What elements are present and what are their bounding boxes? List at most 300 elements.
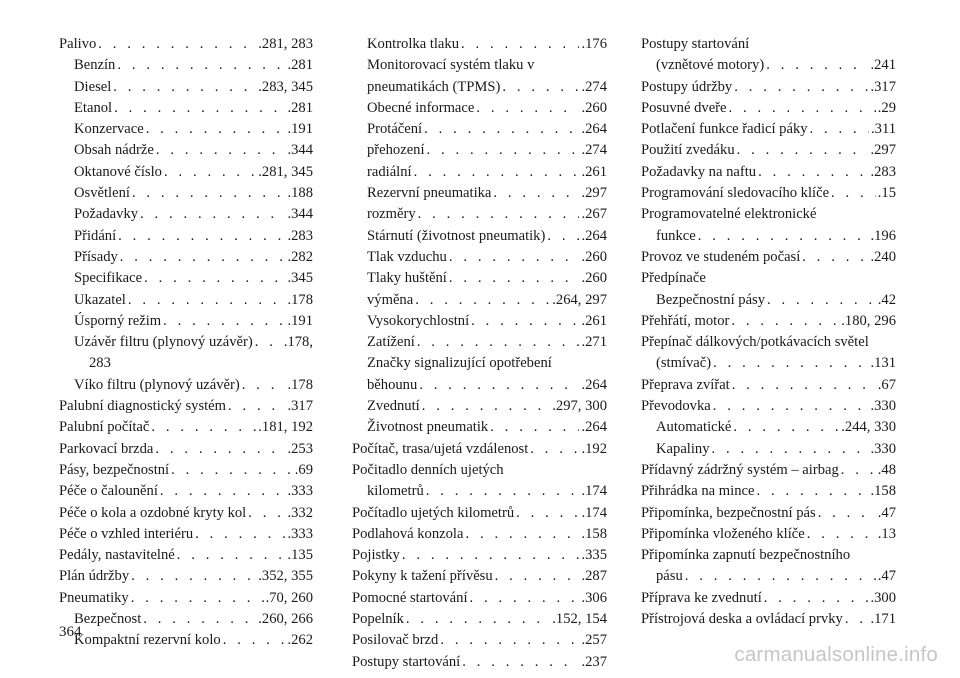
dot-leader	[449, 247, 580, 268]
dot-leader	[427, 140, 580, 161]
index-entry-line	[641, 396, 896, 417]
index-entry-line	[59, 503, 313, 524]
index-page-ref: .260	[581, 248, 607, 265]
index-entry-line	[641, 247, 896, 268]
index-term: Postupy startování	[641, 36, 750, 52]
dot-leader	[476, 98, 579, 119]
index-term: Specifikace	[74, 270, 143, 287]
index-page-ref: .264	[581, 419, 607, 436]
index-page-ref: .69	[294, 461, 313, 478]
index-page-ref: .15	[877, 185, 896, 202]
index-subentry	[352, 183, 607, 204]
index-subentry	[641, 290, 896, 311]
index-term: Kapaliny	[656, 440, 710, 457]
dot-leader	[461, 34, 579, 55]
dot-leader	[402, 545, 580, 566]
index-subentry	[641, 226, 896, 247]
index-term: Zatížení	[367, 334, 415, 351]
index-page-ref: .311	[871, 121, 896, 138]
index-page-ref: .297	[581, 185, 607, 202]
index-term: Přístrojová deska a ovládací prvky	[641, 611, 843, 628]
index-subentry	[59, 630, 313, 651]
index-entry-line	[59, 460, 313, 481]
index-entry-line	[656, 566, 896, 587]
dot-leader	[426, 481, 580, 502]
dot-leader	[502, 77, 579, 98]
index-page-ref: .191	[287, 121, 313, 138]
index-page-ref: .188	[287, 185, 313, 202]
dot-leader	[146, 119, 286, 140]
index-term: Požadavky	[74, 206, 139, 223]
index-entry-line	[74, 375, 313, 396]
index-page-ref: .344	[287, 142, 313, 159]
dot-leader	[120, 247, 286, 268]
dot-leader	[807, 524, 876, 545]
index-subentry	[352, 375, 607, 396]
dot-leader	[756, 481, 868, 502]
watermark: carmanualsonline.info	[734, 643, 938, 666]
index-page-ref: .135	[287, 547, 313, 564]
dot-leader	[698, 226, 869, 247]
dot-leader	[419, 375, 579, 396]
dot-leader	[516, 503, 579, 524]
index-term: Obsah nádrže	[74, 142, 154, 159]
index-entry-line	[641, 332, 896, 353]
index-entry	[59, 545, 313, 566]
index-term: (vznětové motory)	[656, 57, 765, 74]
page-number: 364	[59, 624, 82, 640]
index-entry	[641, 545, 896, 566]
index-term: Počítač, trasa/ujetá vzdálenost	[352, 440, 529, 457]
index-page-ref: .283, 345	[258, 78, 313, 95]
index-page-ref: .180, 296	[841, 312, 896, 329]
index-entry-line	[59, 566, 313, 587]
index-entry	[641, 204, 896, 225]
index-subentry	[59, 162, 313, 183]
index-entry-line	[641, 204, 896, 225]
index-term: rozměry	[367, 206, 416, 223]
index-page-ref: .29	[877, 99, 896, 116]
index-term: Palivo	[59, 36, 97, 52]
index-entry-line	[74, 311, 313, 332]
index-entry-line	[352, 503, 607, 524]
index-page-ref: .287	[581, 568, 607, 585]
dot-leader	[831, 183, 876, 204]
index-term: Posuvné dveře	[641, 99, 727, 116]
index-term: běhounu	[367, 376, 418, 393]
index-page-ref: .283	[287, 227, 313, 244]
index-subentry	[352, 34, 607, 55]
index-entry-line	[74, 247, 313, 268]
index-page-ref: .176	[581, 36, 607, 52]
index-entry-line	[641, 524, 896, 545]
index-entry-line	[352, 460, 607, 481]
index-entry-line	[367, 204, 607, 225]
dot-leader	[818, 503, 876, 524]
index-page-ref: .181, 192	[258, 419, 313, 436]
dot-leader	[490, 417, 579, 438]
dot-leader	[802, 247, 868, 268]
index-entry-line	[367, 55, 607, 76]
index-subentry	[59, 140, 313, 161]
index-entry-line	[74, 162, 313, 183]
index-page-ref: .267	[581, 206, 607, 223]
index-term: Postupy údržby	[641, 78, 733, 95]
index-page-ref: .281	[287, 57, 313, 74]
index-entry-line	[641, 545, 896, 566]
index-subentry	[352, 162, 607, 183]
index-page-ref: .274	[581, 78, 607, 95]
index-term: Značky signalizující opotřebení	[367, 355, 552, 372]
dot-leader	[163, 311, 285, 332]
index-subentry	[352, 247, 607, 268]
dot-leader	[530, 439, 579, 460]
dot-leader	[144, 268, 285, 289]
index-page-ref: .253	[287, 440, 313, 457]
index-entry-line	[641, 140, 896, 161]
index-term: Připomínka vloženého klíče	[641, 525, 805, 542]
index-entry-line	[641, 609, 896, 630]
index-term: Pneumatiky	[59, 589, 129, 606]
index-term: Použití zvedáku	[641, 142, 735, 159]
index-subentry	[352, 119, 607, 140]
index-page-ref: .174	[581, 483, 607, 500]
index-entry	[641, 34, 896, 55]
index-term: Benzín	[74, 57, 116, 74]
index-page-ref: .281, 283	[258, 36, 313, 52]
index-page-ref: .297, 300	[552, 398, 607, 415]
index-entry-line	[641, 375, 896, 396]
index-term: pásu	[656, 568, 683, 585]
index-page-ref: .240	[870, 248, 896, 265]
index-page-ref: .178,	[283, 334, 313, 351]
index-subentry	[59, 183, 313, 204]
index-subentry	[59, 268, 313, 289]
index-entry	[641, 119, 896, 140]
dot-leader	[758, 162, 868, 183]
index-subentry	[59, 98, 313, 119]
index-subentry	[59, 247, 313, 268]
index-term: Tlaky huštění	[367, 270, 447, 287]
index-entry-line	[367, 353, 607, 374]
dot-leader	[449, 268, 580, 289]
dot-leader	[764, 588, 869, 609]
index-page-ref: .152, 154	[552, 611, 607, 628]
index-entry-line	[367, 162, 607, 183]
index-term: výměna	[367, 291, 414, 308]
index-entry-line	[59, 481, 313, 502]
index-page-ref: .192	[581, 440, 607, 457]
index-page-ref: .274	[581, 142, 607, 159]
index-subentry	[352, 417, 607, 438]
index-term: Přehřátí, motor	[641, 312, 730, 329]
dot-leader	[117, 55, 285, 76]
index-term: Kontrolka tlaku	[367, 36, 460, 52]
index-subentry	[59, 204, 313, 225]
dot-leader	[471, 311, 579, 332]
index-entry-line	[74, 268, 313, 289]
index-subentry	[59, 119, 313, 140]
dot-leader	[98, 34, 256, 55]
index-term: Plán údržby	[59, 568, 130, 585]
index-page-ref: .335	[581, 547, 607, 564]
index-term: Pomocné startování	[352, 589, 468, 606]
index-term: Potlačení funkce řadicí páky	[641, 121, 808, 138]
index-entry-line	[352, 566, 607, 587]
index-page-ref: .196	[870, 227, 896, 244]
index-entry	[352, 460, 607, 481]
dot-leader	[713, 353, 868, 374]
index-subentry	[352, 353, 607, 374]
index-term: Oktanové číslo	[74, 163, 162, 180]
index-page-ref-continued: 283	[89, 355, 111, 372]
index-entry-line	[641, 460, 896, 481]
index-entry-line	[352, 545, 607, 566]
index-entry	[641, 311, 896, 332]
index-entry	[352, 652, 607, 673]
index-page-ref: .271	[581, 334, 607, 351]
index-entry	[641, 481, 896, 502]
index-term: Vysokorychlostní	[367, 312, 470, 329]
index-page-ref: .264	[581, 227, 607, 244]
index-term: Kompaktní rezervní kolo	[74, 632, 221, 649]
index-term: Osvětlení	[74, 185, 130, 202]
index-page-ref: .47	[877, 504, 896, 521]
index-term: přehození	[367, 142, 425, 159]
dot-leader	[113, 77, 256, 98]
index-page-ref: .261	[581, 163, 607, 180]
index-entry	[641, 375, 896, 396]
index-subentry	[641, 353, 896, 374]
index-page-ref: .171	[870, 611, 896, 628]
dot-leader	[195, 524, 285, 545]
index-term: Podlahová konzola	[352, 525, 464, 542]
index-page-ref: .47	[877, 568, 896, 585]
index-term: Pojistky	[352, 547, 400, 564]
index-entry-line	[74, 119, 313, 140]
index-term: Požadavky na naftu	[641, 163, 757, 180]
index-page-ref: .330	[870, 398, 896, 415]
index-term: Bezpečnost	[74, 611, 142, 628]
index-page-ref: .158	[581, 525, 607, 542]
index-page-ref: .261	[581, 312, 607, 329]
dot-leader	[732, 375, 876, 396]
index-entry-line	[641, 77, 896, 98]
dot-leader	[737, 140, 869, 161]
index-entry-line	[641, 503, 896, 524]
index-page-ref: .70, 260	[265, 589, 313, 606]
index-term: Pásy, bezpečnostní	[59, 461, 170, 478]
dot-leader	[171, 460, 293, 481]
index-page-ref: .283	[870, 163, 896, 180]
dot-leader	[242, 375, 286, 396]
index-column-3	[641, 34, 896, 630]
index-subentry	[59, 609, 313, 630]
index-term: Pedály, nastavitelné	[59, 547, 175, 564]
dot-leader	[734, 77, 868, 98]
index-entry	[641, 162, 896, 183]
index-entry-line	[641, 268, 896, 289]
index-entry	[352, 609, 607, 630]
index-entry-line	[352, 588, 607, 609]
dot-leader	[547, 226, 579, 247]
index-page-ref: .333	[287, 483, 313, 500]
index-term: Rezervní pneumatika	[367, 185, 492, 202]
dot-leader	[406, 609, 550, 630]
index-page-ref: .281	[287, 99, 313, 116]
index-entry-line	[352, 652, 607, 673]
dot-leader	[177, 545, 286, 566]
index-subentry	[352, 290, 607, 311]
index-term: Úsporný režim	[74, 312, 162, 329]
index-page-ref: .300	[870, 589, 896, 606]
index-entry-line	[352, 609, 607, 630]
index-entry-line	[641, 183, 896, 204]
index-page-ref: .332	[287, 504, 313, 521]
dot-leader	[810, 119, 869, 140]
index-term: Péče o čalounění	[59, 483, 158, 500]
index-page-ref: .297	[870, 142, 896, 159]
index-term: radiální	[367, 163, 412, 180]
index-term: Víko filtru (plynový uzávěr)	[74, 376, 240, 393]
index-page-ref: .281, 345	[258, 163, 313, 180]
index-entry-line	[656, 353, 896, 374]
index-entry	[641, 268, 896, 289]
index-term: Uzávěr filtru (plynový uzávěr)	[74, 334, 253, 351]
index-term: Přihrádka na mince	[641, 483, 755, 500]
index-page-ref: .260	[581, 99, 607, 116]
dot-leader	[415, 290, 550, 311]
index-entry	[641, 98, 896, 119]
index-entry-line	[367, 481, 607, 502]
index-entry	[59, 588, 313, 609]
index-entry	[352, 630, 607, 651]
index-entry	[352, 545, 607, 566]
index-term: Počitadlo denních ujetých	[352, 461, 504, 478]
dot-leader	[248, 503, 285, 524]
index-term: Předpínače	[641, 270, 706, 287]
index-term: Přidání	[74, 227, 117, 244]
index-entry-line	[641, 119, 896, 140]
index-entry	[352, 588, 607, 609]
index-entry	[641, 503, 896, 524]
index-page-ref: .191	[287, 312, 313, 329]
dot-leader	[418, 204, 580, 225]
index-entry-line	[641, 588, 896, 609]
index-entry-line	[59, 34, 313, 55]
index-entry	[641, 247, 896, 268]
index-entry-line	[367, 183, 607, 204]
index-entry-line	[74, 77, 313, 98]
index-entry	[641, 140, 896, 161]
index-page-ref: .174	[581, 504, 607, 521]
index-page-ref: .131	[870, 355, 896, 372]
index-page-ref: .317	[870, 78, 896, 95]
index-term: Posilovač brzd	[352, 632, 439, 649]
index-entry-line	[367, 268, 607, 289]
index-entry-line	[59, 545, 313, 566]
index-entry-line	[367, 140, 607, 161]
index-term: funkce	[656, 227, 696, 244]
index-term: (stmívač)	[656, 355, 712, 372]
dot-leader	[470, 588, 580, 609]
index-entry-line	[74, 98, 313, 119]
dot-leader	[155, 439, 285, 460]
index-term: Péče o kola a ozdobné kryty kol	[59, 504, 247, 521]
index-subentry	[641, 566, 896, 587]
dot-leader	[685, 566, 876, 587]
index-term: Obecné informace	[367, 99, 475, 116]
index-subentry	[352, 226, 607, 247]
dot-leader	[164, 162, 256, 183]
dot-leader	[414, 162, 580, 183]
index-page-ref: .330	[870, 440, 896, 457]
dot-leader	[729, 98, 876, 119]
dot-leader	[424, 119, 579, 140]
dot-leader	[495, 566, 580, 587]
dot-leader	[841, 460, 876, 481]
index-subentry	[352, 55, 607, 76]
index-page-ref: .262	[287, 632, 313, 649]
index-column-1	[59, 34, 313, 652]
index-page-ref: .264	[581, 376, 607, 393]
dot-leader	[766, 55, 868, 76]
dot-leader	[131, 588, 264, 609]
dot-leader	[255, 332, 282, 353]
index-term: Diesel	[74, 78, 112, 95]
index-subentry	[352, 268, 607, 289]
index-subentry	[352, 332, 607, 353]
index-term: Pokyny k tažení přívěsu	[352, 568, 493, 585]
index-entry-line	[641, 34, 896, 55]
index-entry-line	[59, 439, 313, 460]
dot-leader	[733, 417, 839, 438]
index-entry-line	[59, 396, 313, 417]
index-term: Připomínka zapnutí bezpečnostního	[641, 547, 851, 564]
index-entry	[59, 396, 313, 417]
index-term: Přepínač dálkových/potkávacích světel	[641, 334, 869, 351]
index-entry-line	[352, 439, 607, 460]
index-page-ref: .264, 297	[552, 291, 607, 308]
index-term: Programování sledovacího klíče	[641, 185, 830, 202]
index-entry-line	[367, 77, 607, 98]
index-term: Postupy startování	[352, 653, 461, 670]
index-term: Konzervace	[74, 121, 144, 138]
index-page-ref: .241	[870, 57, 896, 74]
index-term: Připomínka, bezpečnostní pás	[641, 504, 816, 521]
index-entry-line	[656, 226, 896, 247]
index-page-ref: .42	[877, 291, 896, 308]
dot-leader	[440, 630, 579, 651]
index-subentry	[641, 55, 896, 76]
index-term: Zvednutí	[367, 398, 420, 415]
index-subentry	[352, 311, 607, 332]
index-term: Provoz ve studeném počasí	[641, 248, 801, 265]
index-entry	[641, 332, 896, 353]
index-entry-line	[367, 332, 607, 353]
index-entry	[352, 503, 607, 524]
index-term: Počítadlo ujetých kilometrů	[352, 504, 515, 521]
index-entry	[641, 183, 896, 204]
index-term: Programovatelné elektronické	[641, 206, 817, 223]
index-entry-line	[367, 98, 607, 119]
index-entry-line	[352, 630, 607, 651]
dot-leader	[767, 290, 876, 311]
dot-leader	[712, 439, 869, 460]
dot-leader	[128, 290, 286, 311]
dot-leader	[131, 566, 256, 587]
index-term: Přísady	[74, 248, 118, 265]
